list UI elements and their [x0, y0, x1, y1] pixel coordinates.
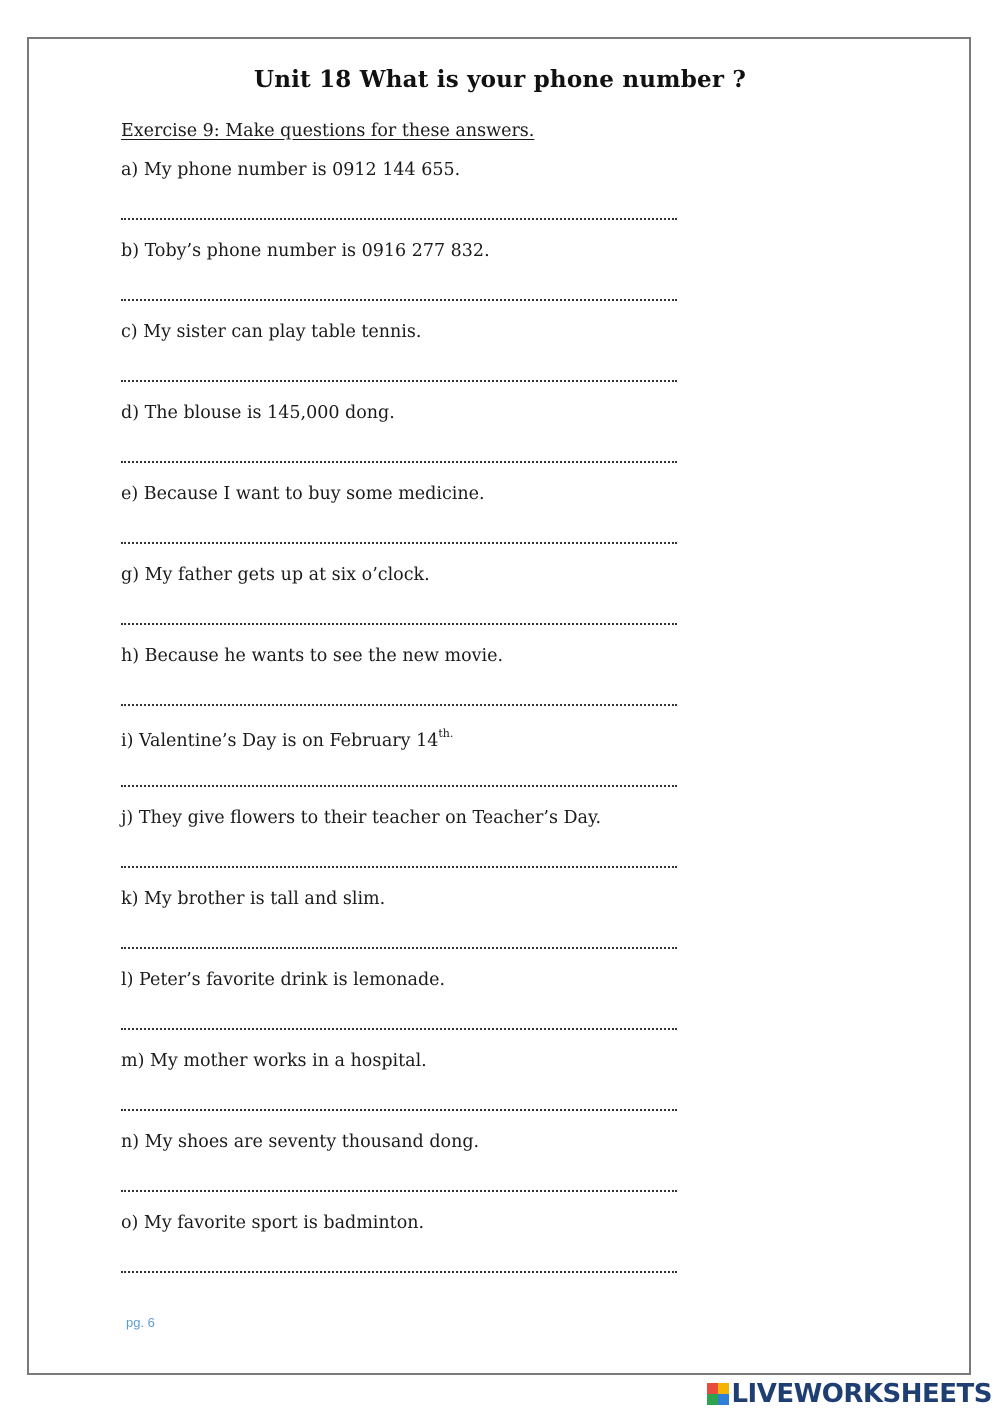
answer-statement-text: a) My phone number is 0912 144 655. [121, 160, 461, 180]
answer-statement-text: n) My shoes are seventy thousand dong. [121, 1132, 480, 1152]
exercise-item [121, 970, 741, 1051]
worksheet-title: Unit 18 What is your phone number ? [253, 66, 747, 93]
exercise-item [121, 1213, 741, 1294]
exercise-item [121, 403, 741, 484]
question-answer-line[interactable] [121, 852, 677, 868]
answer-statement [121, 1051, 427, 1071]
question-answer-line[interactable] [121, 1095, 677, 1111]
answer-statement [121, 646, 503, 666]
answer-statement [121, 889, 385, 909]
answer-statement [121, 241, 490, 261]
answer-statement [121, 808, 601, 828]
answer-statement-text: e) Because I want to buy some medicine. [121, 484, 485, 504]
answer-statement-text: k) My brother is tall and slim. [121, 889, 386, 909]
exercise-item [121, 484, 741, 565]
answer-statement [121, 484, 485, 504]
question-answer-line[interactable] [121, 690, 677, 706]
exercise-item [121, 160, 741, 241]
brand-name: LIVEWORKSHEETS [731, 1379, 992, 1409]
answer-statement [121, 1132, 479, 1152]
exercise-item [121, 1132, 741, 1213]
ordinal-suffix: th. [438, 727, 454, 740]
exercise-item [121, 646, 741, 727]
answer-statement-text: g) My father gets up at six o’clock. [121, 565, 430, 585]
question-answer-line[interactable] [121, 285, 677, 301]
exercise-item [121, 727, 741, 808]
answer-statement-text: h) Because he wants to see the new movie. [121, 646, 504, 666]
answer-statement-text: j) They give flowers to their teacher on Teacher’s Day. [121, 808, 602, 828]
answer-statement [121, 322, 421, 342]
liveworksheets-logo-icon [707, 1383, 729, 1405]
question-answer-line[interactable] [121, 447, 677, 463]
answer-statement-text: o) My favorite sport is badminton. [121, 1213, 425, 1233]
question-answer-line[interactable] [121, 366, 677, 382]
answer-statement [121, 403, 395, 423]
exercise-item [121, 565, 741, 646]
answer-statement-text: i) Valentine’s Day is on February 14 [121, 731, 439, 751]
answer-statement [121, 1213, 424, 1233]
answer-statement-text: m) My mother works in a hospital. [121, 1051, 427, 1071]
exercise-item [121, 241, 741, 322]
exercise-instruction: Exercise 9: Make questions for these answers. [121, 121, 535, 141]
answer-statement [121, 160, 460, 180]
exercise-item [121, 322, 741, 403]
exercise-items [121, 160, 741, 1294]
exercise-item [121, 1051, 741, 1132]
question-answer-line[interactable] [121, 1014, 677, 1030]
answer-statement-text: b) Toby’s phone number is 0916 277 832. [121, 241, 490, 261]
answer-statement [121, 727, 453, 751]
answer-statement-text: d) The blouse is 145,000 dong. [121, 403, 395, 423]
exercise-item [121, 889, 741, 970]
question-answer-line[interactable] [121, 204, 677, 220]
question-answer-line[interactable] [121, 528, 677, 544]
question-answer-line[interactable] [121, 1257, 677, 1273]
question-answer-line[interactable] [121, 609, 677, 625]
question-answer-line[interactable] [121, 1176, 677, 1192]
question-answer-line[interactable] [121, 771, 677, 787]
answer-statement-text: l) Peter’s favorite drink is lemonade. [121, 970, 446, 990]
answer-statement [121, 970, 445, 990]
answer-statement [121, 565, 430, 585]
exercise-item [121, 808, 741, 889]
page-number: pg. 6 [126, 1315, 155, 1330]
question-answer-line[interactable] [121, 933, 677, 949]
liveworksheets-brand[interactable] [707, 1377, 992, 1411]
answer-statement-text: c) My sister can play table tennis. [121, 322, 422, 342]
